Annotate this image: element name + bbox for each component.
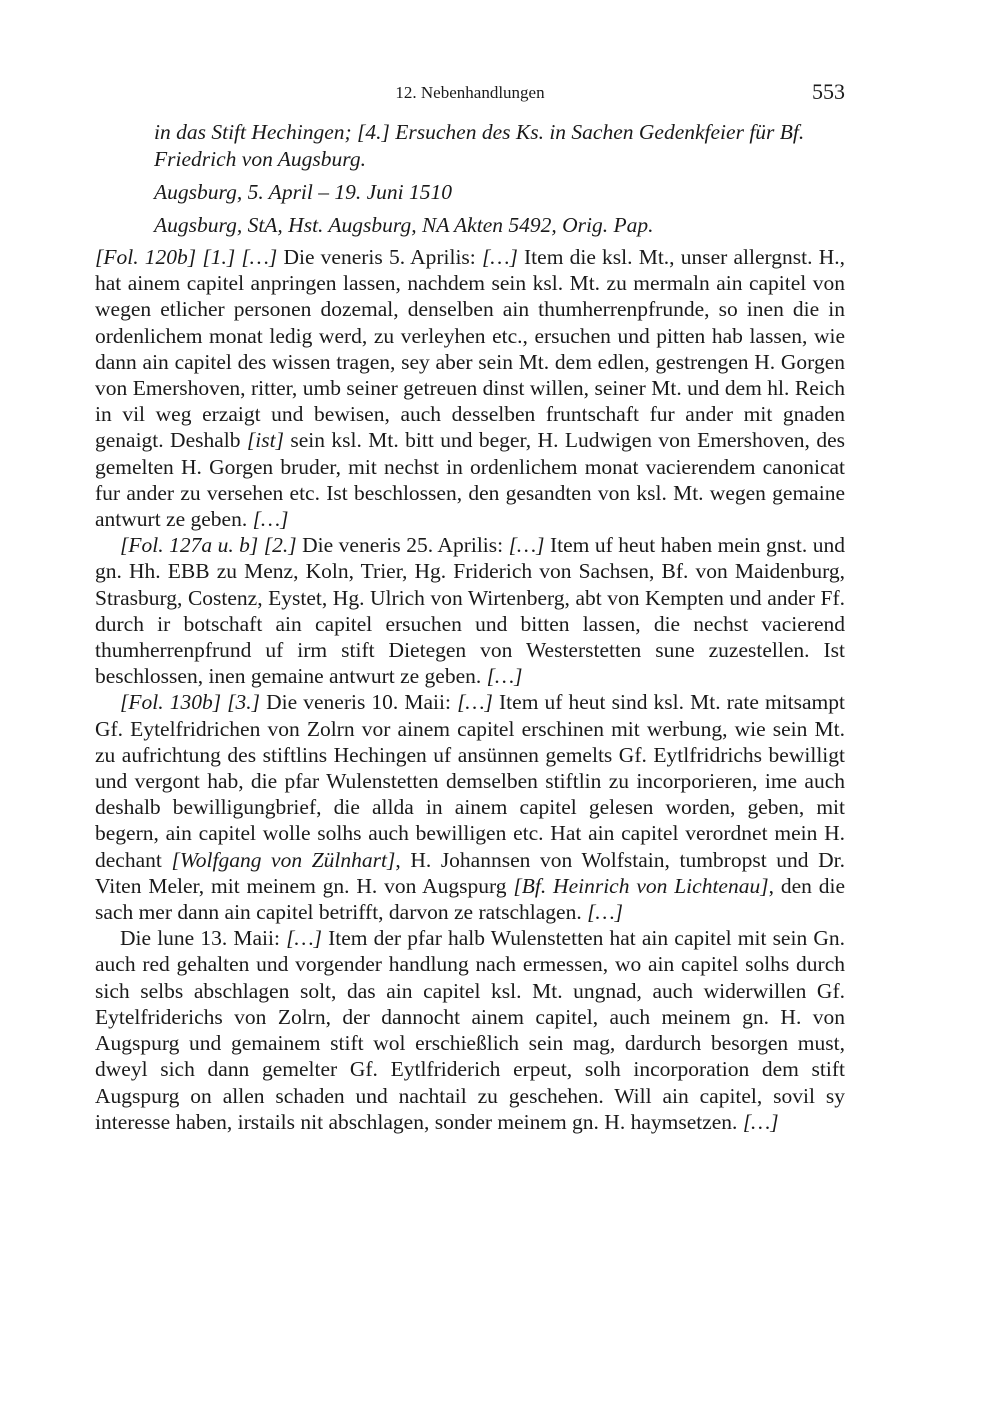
heading-date-place: Augsburg, 5. April – 19. Juni 1510 [154, 180, 453, 204]
document-heading [154, 119, 845, 239]
text-segment: sein ksl. Mt. bitt und beger, H. Ludwigen von Emershoven, des gemelten H. Gorgen bruder, mit nechst in ordenlichem monat vacierendem canonicat fur ander zu versehen etc. Ist beschlossen, den gesandten von ksl. Mt. wegen gemaine antwurt ze geben. [95, 428, 845, 532]
paragraph-1 [95, 244, 845, 532]
text-segment: , den die sach mer dann ain capitel betrifft, darvon ze ratschlagen. [95, 873, 845, 925]
text-segment: […] [742, 1109, 779, 1134]
text-segment: [Fol. 130b] [3.] [120, 690, 261, 715]
running-head [95, 80, 845, 110]
page-number: 553 [812, 79, 845, 104]
text-segment: Item uf heut sind ksl. Mt. rate mitsampt Gf. Eytelfridrichen von Zolrn vor ainem capitel erschinen mit werbung, wie sein Mt. zu aufrichtung des stiftlins Hechingen uf ansünnen gemelts Gf. Eytlfridrichs bewilligt und vergont hab, die pfar Wulenstetten demselben stiftlin zu incorporieren, ime auch deshalb bewilligungbrief, die allda in ainem capitel gelesen worden, geben, mit begern, ain capitel wolle solhs auch bewilligen etc. Hat ain capitel verordnet mein H. dechant [95, 690, 845, 872]
text-segment: Die veneris 5. Aprilis: [277, 245, 482, 269]
heading-title: in das Stift Hechingen; [4.] Ersuchen des Ks. in Sachen Gedenkfeier für Bf. Friedrich von Augsburg. [154, 120, 805, 171]
text-segment: […] [252, 507, 289, 532]
text-segment: […] [486, 664, 523, 689]
text-segment: Item uf heut haben mein gnst. und gn. Hh. EBB zu Menz, Koln, Trier, Hg. Friderich von Sachsen, Bf. von Maidenburg, Strasburg, Costenz, Eystet, Hg. Ulrich von Wirtenberg, abt von Kempten und ander Ff. durch ir botschaft ain capitel ersuchen und bitten lassen, die nechst vacierend thumherrenpfrund uf irm stift Dietegen von Westerstetten sune zuzestellen. Ist beschlossen, inen gemaine antwurt ze geben. [95, 533, 845, 689]
text-segment: Die veneris 10. Maii: [260, 690, 458, 715]
text-segment: , H. Johannsen von Wolfstain, tumbropst und Dr. Viten Meler, mit meinem gn. H. von Augspurg [95, 847, 845, 898]
text-segment: […] [481, 245, 518, 269]
paragraph-3 [95, 689, 845, 925]
text-segment: […] [286, 926, 322, 951]
text-segment: Item die ksl. Mt., unser allergnst. H., hat ainem capitel anpringen lassen, nachdem sein ksl. Mt. zu mermaln ain capitel von wegen etlicher personen dozemal, denselben ain thumherrenpfrunde, so inen die in ordenlichem monat ledig werd, zu verleyhen etc., ersuchen und pitten hab lassen, wie dann ain capitel des wissen tragen, sey aber sein Mt. dem edlen, gestrengen H. Gorgen von Emershoven, ritter, umb seiner getreuen dinst willen, seiner Mt. und dem hl. Reich in vil weg erzaigt und bewisen, auch desselben fruntschaft fur ander mit gnaden genaigt. Deshalb [95, 245, 845, 453]
text-segment: [Fol. 127a u. b] [2.] [120, 533, 297, 558]
text-segment: [Wolfgang von Zülnhart] [171, 847, 396, 872]
text-segment: Die lune 13. Maii: [120, 926, 287, 951]
text-segment: Item der pfar halb Wulenstetten hat ain capitel mit sein Gn. auch red gehalten und vorgender handlung nach ermessen, wo ain capitel solhs durch sich selbs abschlagen solt, das ain capitel ksl. Mt. ungnad, auch widerwillen Gf. Eytelfriderichs von Zolrn, der dannocht ainem capitel, auch meinem gn. H. von Augspurg und gemainem stift wol erschießlich sein mag, dardurch besorgen must, dweyl sich dann gemelter Gf. Eytlfriderich erpeut, solh incorporation dem stift Augspurg on allen schaden und nachtail zu geschehen. Will ain capitel, sovil sy interesse haben, irstails nit abschlagen, sonder meinem gn. H. haymsetzen. [95, 926, 845, 1134]
text-segment: [ist] [246, 428, 284, 453]
body-text [95, 244, 845, 1135]
text-segment: [Bf. Heinrich von Lichtenau] [513, 873, 769, 898]
paragraph-4 [95, 925, 845, 1135]
text-segment: […] [457, 690, 493, 715]
heading-source: Augsburg, StA, Hst. Augsburg, NA Akten 5492, Orig. Pap. [154, 213, 654, 237]
text-segment: [Fol. 120b] [1.] […] [95, 245, 278, 269]
text-segment: […] [587, 900, 623, 925]
text-segment: Die veneris 25. Aprilis: [296, 533, 509, 558]
running-head-title: 12. Nebenhandlungen [395, 83, 545, 102]
text-segment: […] [508, 533, 545, 558]
paragraph-2 [95, 532, 845, 689]
